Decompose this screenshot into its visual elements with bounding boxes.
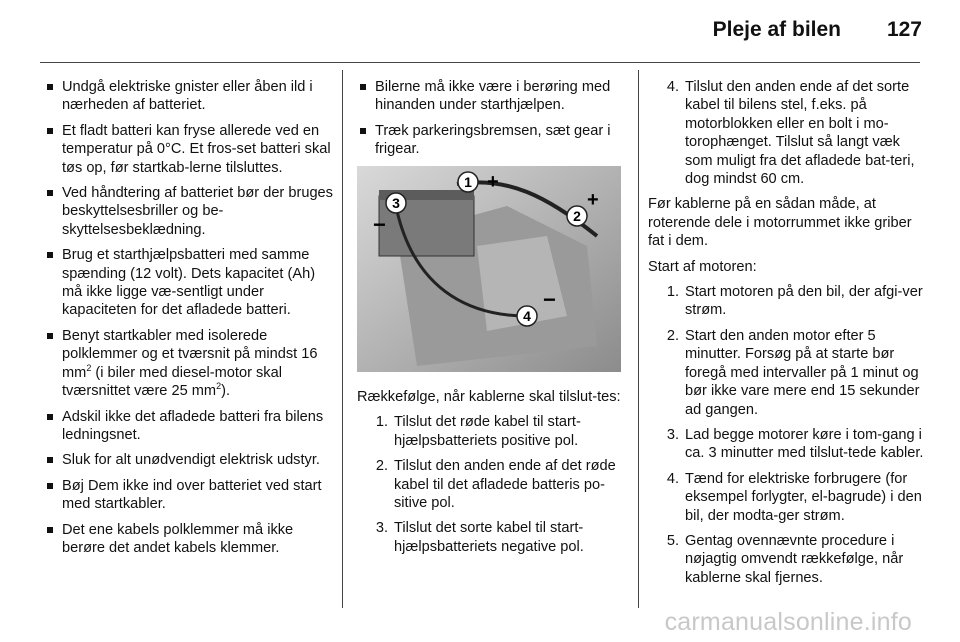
step-number: 4. <box>666 470 679 487</box>
svg-text:4: 4 <box>523 308 531 324</box>
bullet-text-cont: (i biler med diesel-motor skal tværsnittet være 25 mm <box>62 364 282 400</box>
bullet-item: Ved håndtering af batteriet bør der bruges beskyttelsesbriller og be-skyttelsesbeklædning. <box>44 184 334 239</box>
step-number: 3. <box>375 520 388 537</box>
svg-text:1: 1 <box>464 174 472 190</box>
step-number: 2. <box>666 327 679 344</box>
step-text: Tilslut den anden ende af det røde kabel til det afladede batteris po-sitive pol. <box>394 458 616 512</box>
bullet-item: Sluk for alt unødvendigt elektrisk udstyr. <box>44 451 334 469</box>
column-1 <box>44 78 334 564</box>
step-text: Tilslut den anden ende af det sorte kabel til bilens stel, f.eks. på motorblokken eller en bolt i mo-torophænget. Tilslut så langt væk som muligt fra det afladede bat-teri, dog mindst 60 cm. <box>685 79 915 188</box>
list-item <box>648 327 928 419</box>
column-divider-2 <box>638 70 639 608</box>
step-number: 1. <box>666 284 679 301</box>
sequence-intro: Rækkefølge, når kablerne skal tilslut-tes: <box>357 389 621 405</box>
list-item <box>357 457 629 512</box>
list-item <box>648 283 928 320</box>
svg-text:+: + <box>487 171 499 193</box>
column-2-lower <box>357 388 629 563</box>
svg-text:3: 3 <box>392 195 400 211</box>
bullet-text-end: ). <box>221 383 231 400</box>
svg-text:2: 2 <box>573 208 581 224</box>
list-item <box>357 413 629 450</box>
step-text: Tilslut det sorte kabel til start-hjælpsbatteriets negative pol. <box>394 520 584 555</box>
list-item <box>648 426 928 463</box>
step-text: Lad begge motorer køre i tom-gang i ca. 3 minutter med tilslut-tede kabler. <box>685 426 924 462</box>
bullet-item: Et fladt batteri kan fryse allerede ved en temperatur på 0°C. Et fros-set batteri skal tøs op, før startkab-lerne tilsluttes. <box>44 122 334 177</box>
bullet-item: Undgå elektriske gnister eller åben ild i nærheden af batteriet. <box>44 78 334 115</box>
superscript: 2 <box>86 362 92 373</box>
list-item <box>648 532 928 587</box>
svg-text:+: + <box>587 189 599 211</box>
bullet-item: Bøj Dem ikke ind over batteriet ved start med startkabler. <box>44 477 334 514</box>
page-header-title: Pleje af bilen <box>712 18 841 41</box>
bullet-text: Benyt startkabler med isolerede polklemmer og et tværsnit på mindst 16 mm <box>62 327 318 381</box>
header-rule <box>40 62 920 63</box>
column-3 <box>648 78 928 594</box>
step-number: 3. <box>666 426 679 443</box>
bullet-item: Adskil ikke det afladede batteri fra bilens ledningsnet. <box>44 408 334 445</box>
step-number: 2. <box>375 458 388 475</box>
column-2 <box>357 78 629 166</box>
column-divider-1 <box>342 70 343 608</box>
page-number: 127 <box>886 18 922 41</box>
list-item <box>648 470 928 525</box>
list-item <box>648 78 928 188</box>
step-text: Tilslut det røde kabel til start-hjælpsbatteriets positive pol. <box>394 414 581 449</box>
step-number: 4. <box>666 79 679 95</box>
step-number: 1. <box>375 414 388 431</box>
list-item <box>357 519 629 556</box>
step-number: 5. <box>666 532 679 549</box>
cable-routing-paragraph: Før kablerne på en sådan måde, at roterende dele i motorrummet ikke griber fat i dem. <box>648 196 912 250</box>
bullet-item: Bilerne må ikke være i berøring med hinanden under starthjælpen. <box>357 78 629 115</box>
step-text: Tænd for elektriske forbrugere (for eksempel forlygter, el-bagrude) i den bil, der modta-ger strøm. <box>685 470 922 524</box>
jump-start-illustration <box>357 166 621 372</box>
step-text: Start motoren på den bil, der afgi-ver strøm. <box>685 284 923 319</box>
svg-text:−: − <box>373 212 386 237</box>
bullet-item: Træk parkeringsbremsen, sæt gear i frigear. <box>357 122 629 159</box>
superscript: 2 <box>216 381 222 392</box>
bullet-item <box>44 327 334 401</box>
svg-text:−: − <box>543 287 556 312</box>
step-text: Gentag ovennævnte procedure i nøjagtig omvendt rækkefølge, når kablerne skal fjernes. <box>685 532 904 586</box>
watermark: carmanualsonline.info <box>664 608 912 636</box>
bullet-item: Det ene kabels polklemmer må ikke berøre det andet kabels klemmer. <box>44 521 334 558</box>
start-intro: Start af motoren: <box>648 258 757 275</box>
bullet-item: Brug et starthjælpsbatteri med samme spænding (12 volt). Dets kapacitet (Ah) må ikke ligge væ-sentligt under kapaciteten for det afladede batteri. <box>44 246 334 320</box>
step-text: Start den anden motor efter 5 minutter. Forsøg på at starte bør foregå med intervaller på 1 minut og bør ikke vare mere end 15 sekunder ad gangen. <box>685 327 920 418</box>
